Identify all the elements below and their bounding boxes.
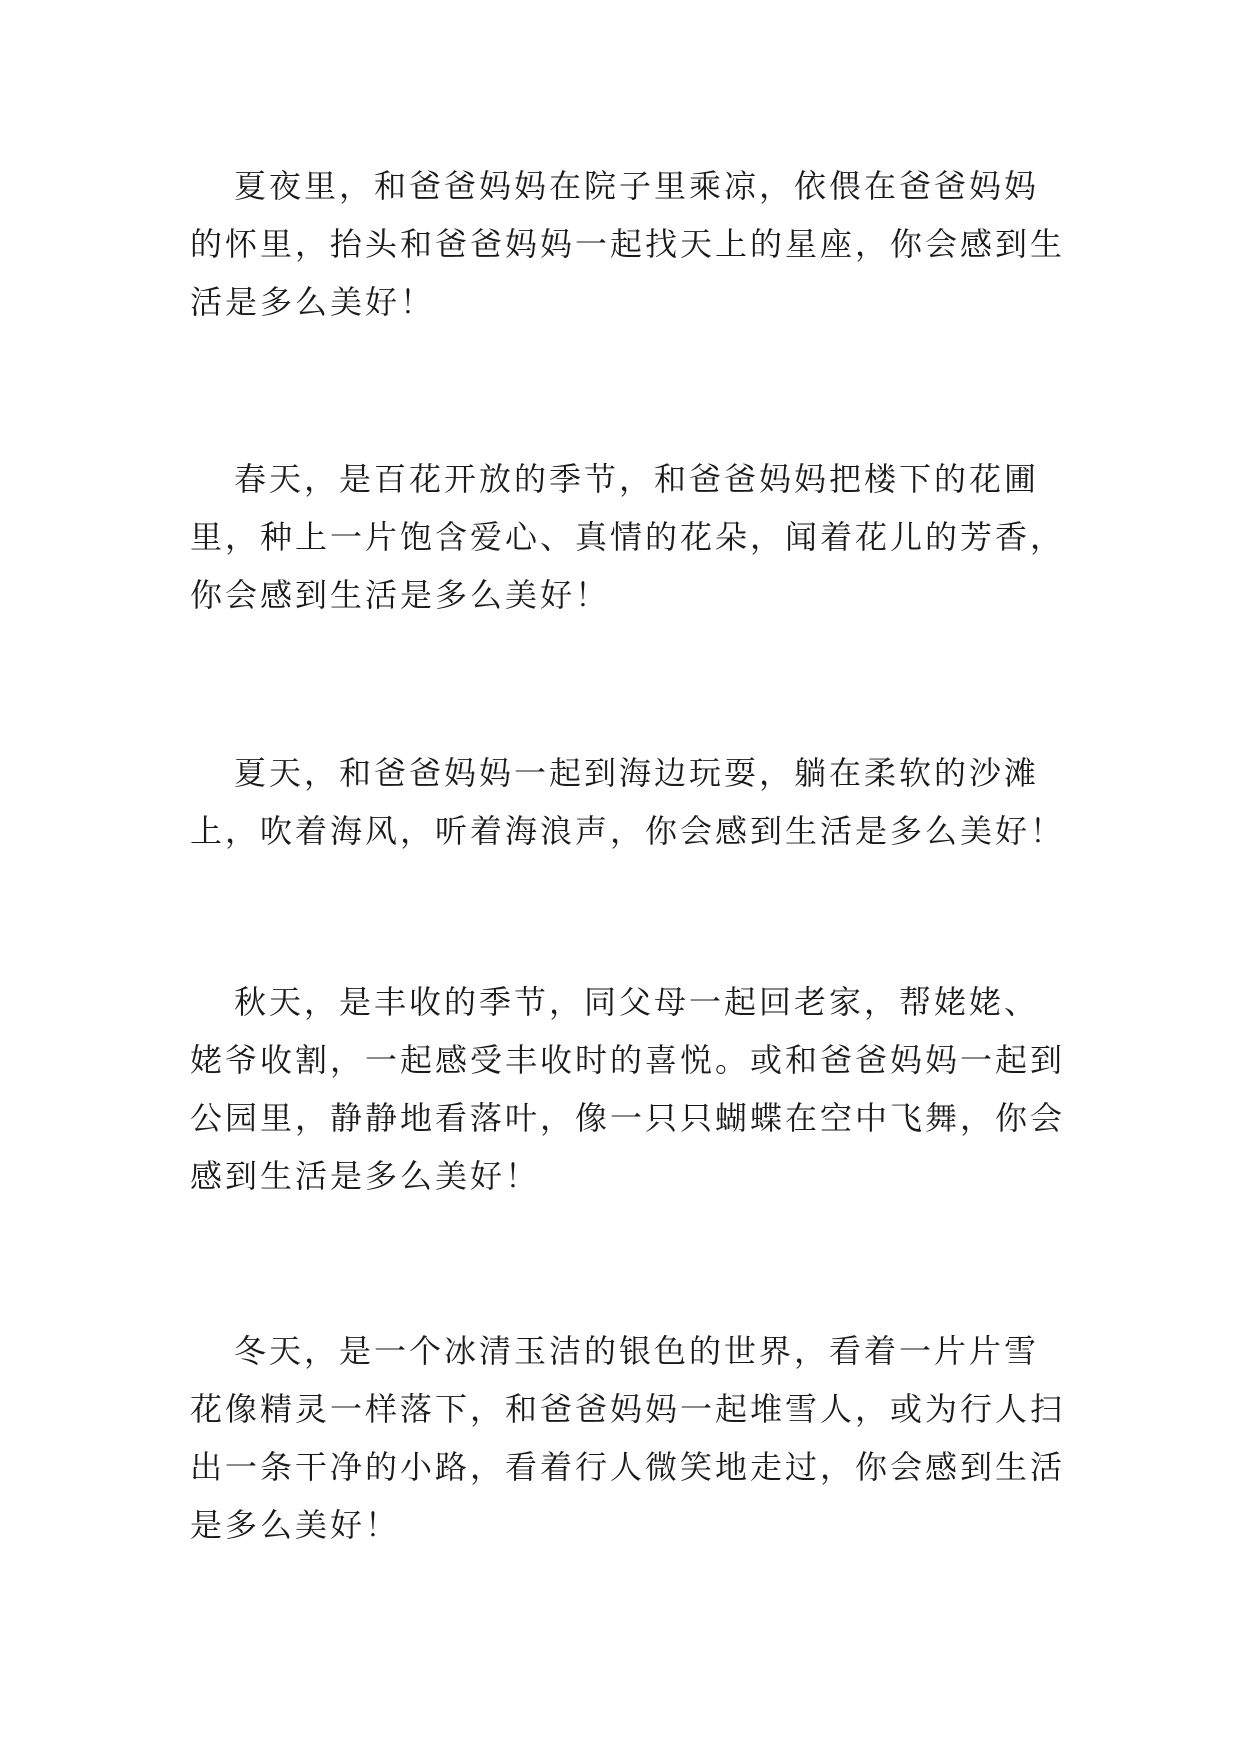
- paragraph-winter: 冬天，是一个冰清玉洁的银色的世界，看着一片片雪花像精灵一样落下，和爸爸妈妈一起堆雪人，或为行人扫出一条干净的小路，看着行人微笑地走过，你会感到生活是多么美好！: [190, 1332, 1066, 1544]
- paragraph-summer: 夏天，和爸爸妈妈一起到海边玩耍，躺在柔软的沙滩上，吹着海风，听着海浪声，你会感到生活是多么美好！: [190, 754, 1066, 850]
- paragraph-autumn: 秋天，是丰收的季节，同父母一起回老家，帮姥姥、姥爷收割，一起感受丰收时的喜悦。或和爸爸妈妈一起到公园里，静静地看落叶，像一只只蝴蝶在空中飞舞，你会感到生活是多么美好！: [190, 983, 1066, 1195]
- paragraph-summer-night: 夏夜里，和爸爸妈妈在院子里乘凉，依偎在爸爸妈妈的怀里，抬头和爸爸妈妈一起找天上的星座，你会感到生活是多么美好！: [190, 167, 1066, 321]
- paragraph-spring: 春天，是百花开放的季节，和爸爸妈妈把楼下的花圃里，种上一片饱含爱心、真情的花朵，闻着花儿的芳香，你会感到生活是多么美好！: [190, 460, 1066, 614]
